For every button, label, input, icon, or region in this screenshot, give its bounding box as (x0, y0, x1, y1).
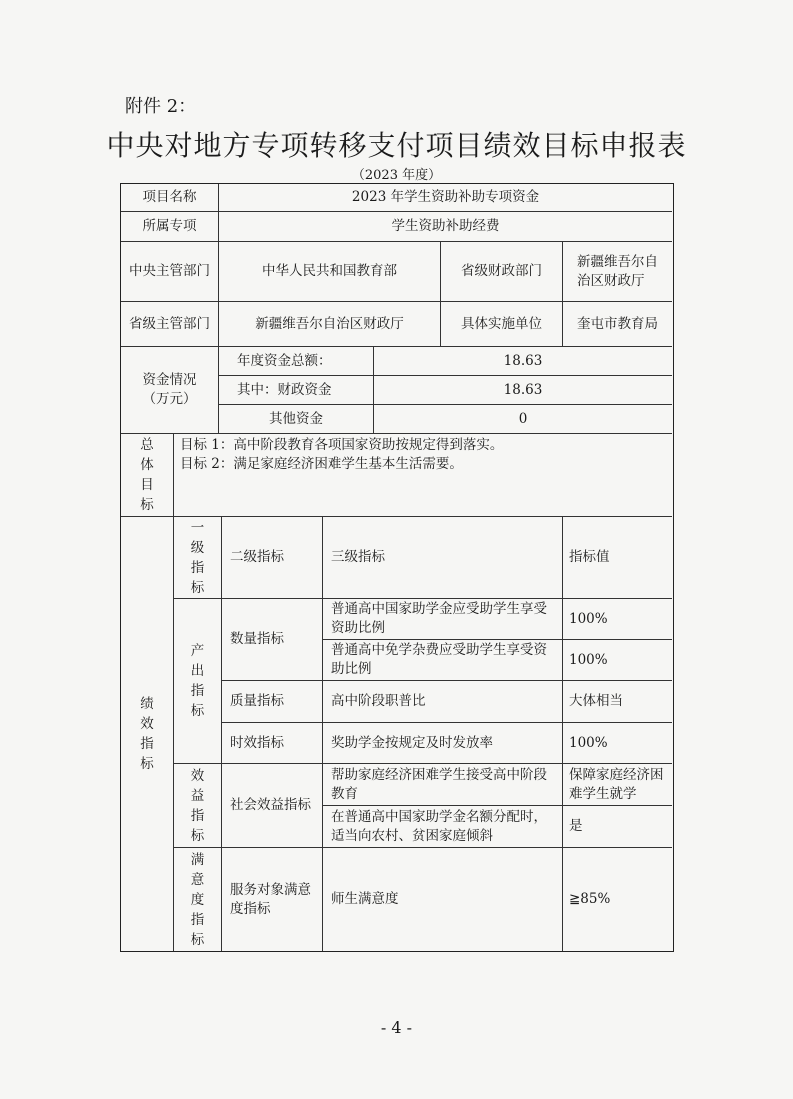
funds-total-label: 年度资金总额： (219, 347, 374, 376)
s2-text: 在普通高中国家助学金名额分配时，适当向农村、贫困家庭倾斜 (323, 806, 563, 848)
output-indicator-label (174, 599, 222, 764)
s2-value: 是 (563, 806, 672, 848)
satisfaction-indicator-label (174, 848, 222, 951)
timely-value: 100% (563, 723, 672, 764)
quantity-indicator-label: 数量指标 (222, 599, 323, 681)
category-value: 学生资助补助经费 (219, 212, 672, 242)
timely-text: 奖助学金按规定及时发放率 (323, 723, 563, 764)
funds-label: 资金情况（万元） (121, 347, 219, 434)
benefit-indicator-label (174, 764, 222, 848)
funds-fiscal-value: 18.63 (374, 376, 672, 405)
project-name-label: 项目名称 (121, 184, 219, 212)
benefit-indicator-label-text: 效益指标 (190, 767, 205, 844)
funds-fiscal-label: 其中：财政资金 (219, 376, 374, 405)
output-indicator-label-text: 产出指标 (190, 643, 205, 719)
prov-dept-value: 新疆维吾尔自治区财政厅 (219, 302, 441, 347)
goal-2: 目标 2：满足家庭经济困难学生基本生活需要。 (180, 456, 463, 472)
quality-value: 大体相当 (563, 681, 672, 723)
performance-table (120, 183, 674, 952)
indicators-label (121, 517, 174, 951)
central-dept-value: 中华人民共和国教育部 (219, 242, 441, 302)
overall-goal-label-text: 总体目标 (140, 437, 154, 513)
central-dept-label: 中央主管部门 (121, 242, 219, 302)
s1-value: 保障家庭经济困难学生就学 (563, 764, 672, 806)
header-level1 (174, 517, 222, 599)
satisfaction-indicator-label-text: 满意度指标 (190, 851, 205, 948)
attachment-label: 附件 2： (125, 96, 197, 117)
funds-total-value: 18.63 (374, 347, 672, 376)
q2-value: 100% (563, 640, 672, 681)
quality-indicator-label: 质量指标 (222, 681, 323, 723)
sat-text: 师生满意度 (323, 848, 563, 951)
s1-text: 帮助家庭经济困难学生接受高中阶段教育 (323, 764, 563, 806)
timely-indicator-label: 时效指标 (222, 723, 323, 764)
social-indicator-label: 社会效益指标 (222, 764, 323, 848)
page-title: 中央对地方专项转移支付项目绩效目标申报表 (106, 129, 687, 162)
goal-1: 目标 1：高中阶段教育各项国家资助按规定得到落实。 (180, 437, 504, 453)
service-indicator-label: 服务对象满意度指标 (222, 848, 323, 951)
header-value: 指标值 (563, 517, 672, 599)
prov-finance-label: 省级财政部门 (441, 242, 563, 302)
indicators-label-text: 绩效指标 (140, 696, 154, 772)
q1-value: 100% (563, 599, 672, 640)
q2-text: 普通高中免学杂费应受助学生享受资助比例 (323, 640, 563, 681)
project-name-value: 2023 年学生资助补助专项资金 (219, 184, 672, 212)
overall-goal-content (174, 434, 672, 517)
header-level1-text: 一级指标 (190, 519, 205, 596)
funds-other-value: 0 (374, 405, 672, 434)
overall-goal-label (121, 434, 174, 517)
quality-text: 高中阶段职普比 (323, 681, 563, 723)
impl-unit-value: 奎屯市教育局 (563, 302, 672, 347)
funds-other-label: 其他资金 (219, 405, 374, 434)
prov-finance-value: 新疆维吾尔自治区财政厅 (563, 242, 672, 302)
header-level3: 三级指标 (323, 517, 563, 599)
year-subtitle: （2023 年度） (351, 168, 442, 183)
page-number: - 4 - (380, 1018, 413, 1037)
header-level2: 二级指标 (222, 517, 323, 599)
prov-dept-label: 省级主管部门 (121, 302, 219, 347)
category-label: 所属专项 (121, 212, 219, 242)
impl-unit-label: 具体实施单位 (441, 302, 563, 347)
q1-text: 普通高中国家助学金应受助学生享受资助比例 (323, 599, 563, 640)
sat-value: ≧85% (569, 891, 611, 907)
